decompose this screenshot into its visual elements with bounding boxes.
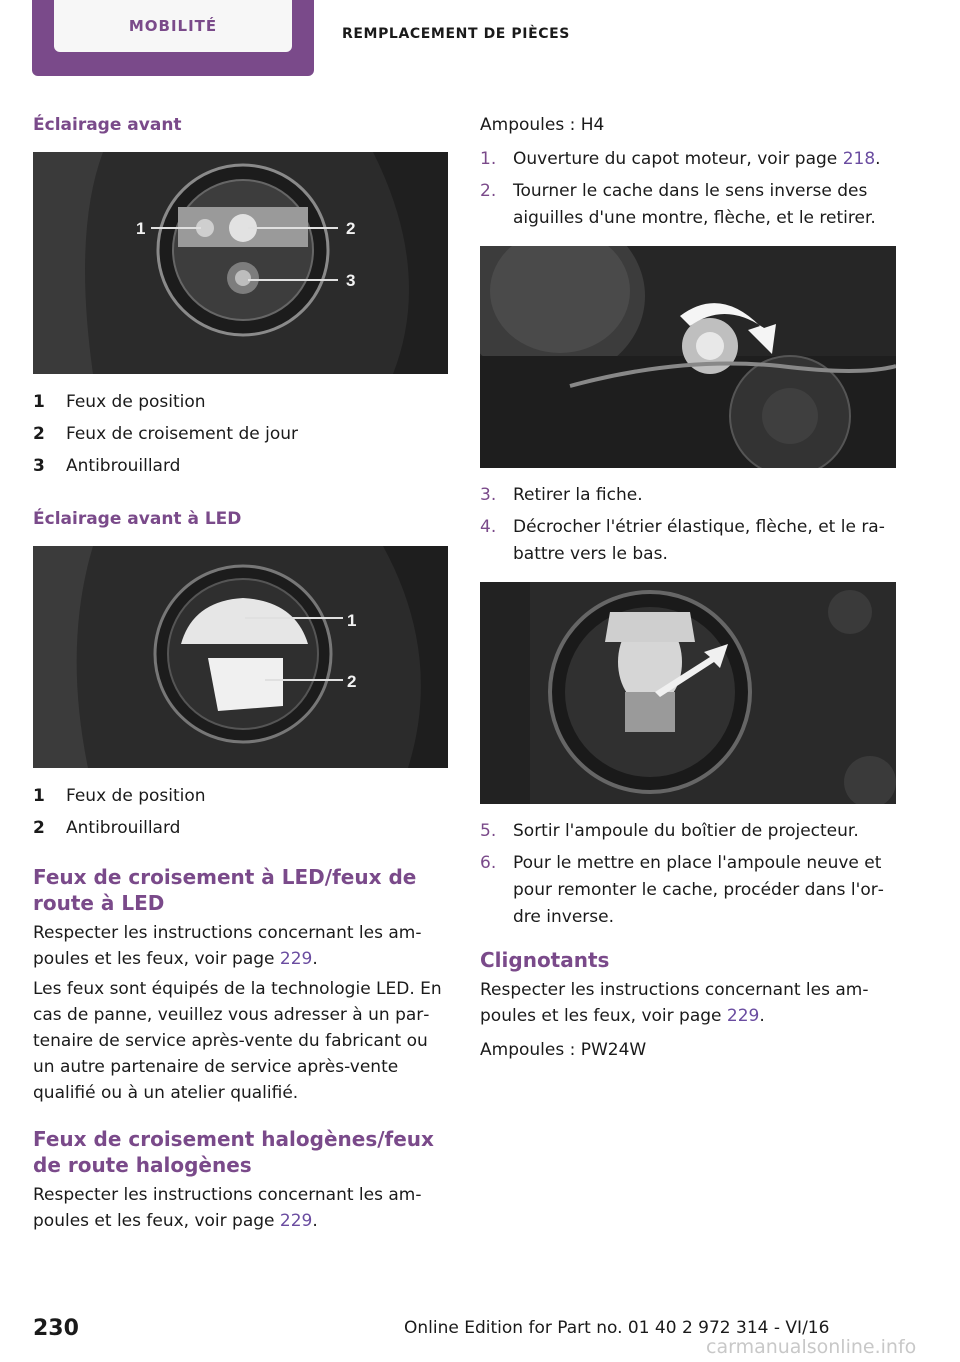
right-column [480,108,896,1063]
legend-row [33,812,448,844]
legend-number: 1 [33,786,45,806]
legend-text: Feux de position [66,392,206,412]
section-tab [32,0,314,76]
step-item [480,514,896,568]
step-item [480,178,896,232]
step-text-content: Ouverture du capot moteur, voir page [513,149,843,169]
step-item [480,482,896,509]
legend-eclairage-led [33,780,448,844]
legend-row [33,780,448,812]
fig1-label-3: 3 [346,271,356,290]
bulb-clip-photo [480,582,896,804]
fig2-label-1: 1 [347,611,357,630]
fig1-label-1: 1 [136,219,146,238]
step-text: Sortir l'ampoule du boîtier de projecteur. [513,821,859,841]
section-tab-inner [54,0,292,52]
step-text: Tourner le cache dans le sens inverse des aiguilles d'une montre, flèche, et le retirer. [513,181,876,228]
legend-number: 2 [33,424,45,444]
fig1-label-2: 2 [346,219,356,238]
headlight-photo [33,152,448,374]
paragraph-instructions-clignotants: Respecter les instructions concernant les ampoules et les feux, voir page 229. [480,980,869,1026]
step-text: Pour le mettre en place l'ampoule neuve et pour remonter le cache, procéder dans l'ordre inverse. [513,853,884,927]
legend-number: 3 [33,456,45,476]
page-link-229[interactable]: 229 [279,949,313,969]
legend-text: Antibrouillard [66,456,181,476]
step-number: 5. [480,821,497,841]
paragraph-instructions-led: Respecter les instructions concernant les ampoules et les feux, voir page 229. [33,923,422,969]
fig2-label-2: 2 [347,672,357,691]
heading-feux-halogenes: Feux de croisement halogènes/feux de route halogènes [33,1127,434,1177]
cover-removal-photo [480,246,896,468]
paragraph-text: Respecter les instructions concernant les ampoules et les feux, voir page [480,980,869,1026]
step-number: 2. [480,181,497,201]
step-item [480,818,896,845]
steps-list-a [480,146,896,232]
page-link-229[interactable]: 229 [279,1211,313,1231]
bulbs-h4: Ampoules : H4 [480,115,605,135]
paragraph-text: Respecter les instructions concernant les ampoules et les feux, voir page [33,1185,422,1231]
step-text: Retirer la fiche. [513,485,643,505]
heading-eclairage-avant-led: Éclairage avant à LED [33,509,242,529]
step-number: 6. [480,853,497,873]
step-text: Ouverture du capot moteur, voir page 218. [513,149,881,169]
legend-number: 1 [33,392,45,412]
steps-list-c [480,818,896,931]
step-item [480,146,896,173]
step-number: 4. [480,517,497,537]
edition-note: Online Edition for Part no. 01 40 2 972 314 - VI/16 [404,1318,830,1338]
led-headlight-photo [33,546,448,768]
paragraph-led-technology: Les feux sont équipés de la technologie LED. En cas de panne, veuillez vous adresser à un partenaire de service après-vente du fabricant ou un autre partenaire de service après-vente qualifié ou à un atelier qualifié. [33,979,442,1103]
paragraph-text: Respecter les instructions concernant les ampoules et les feux, voir page [33,923,422,969]
legend-eclairage-avant [33,386,448,482]
legend-row [33,450,448,482]
heading-eclairage-avant: Éclairage avant [33,115,182,135]
chapter-title: REMPLACEMENT DE PIÈCES [342,26,570,42]
paragraph-instructions-halogen: Respecter les instructions concernant les ampoules et les feux, voir page 229. [33,1185,422,1231]
watermark: carmanualsonline.info [706,1336,917,1358]
left-column [33,108,448,1234]
section-tab-label: MOBILITÉ [128,17,218,35]
step-text: Décrocher l'étrier élastique, flèche, et le rabattre vers le bas. [513,517,885,564]
legend-row [33,418,448,450]
legend-row [33,386,448,418]
bulbs-pw24w: Ampoules : PW24W [480,1040,647,1060]
page-number: 230 [33,1316,79,1341]
step-number: 3. [480,485,497,505]
page-link-229[interactable]: 229 [726,1006,760,1026]
steps-list-b [480,482,896,568]
page-link-218[interactable]: 218 [842,149,876,169]
step-number: 1. [480,149,497,169]
step-item [480,850,896,931]
heading-feux-led: Feux de croisement à LED/feux de route à LED [33,865,417,915]
legend-text: Feux de croisement de jour [66,424,299,444]
legend-text: Feux de position [66,786,206,806]
legend-number: 2 [33,818,45,838]
legend-text: Antibrouillard [66,818,181,838]
heading-clignotants: Clignotants [480,948,610,972]
